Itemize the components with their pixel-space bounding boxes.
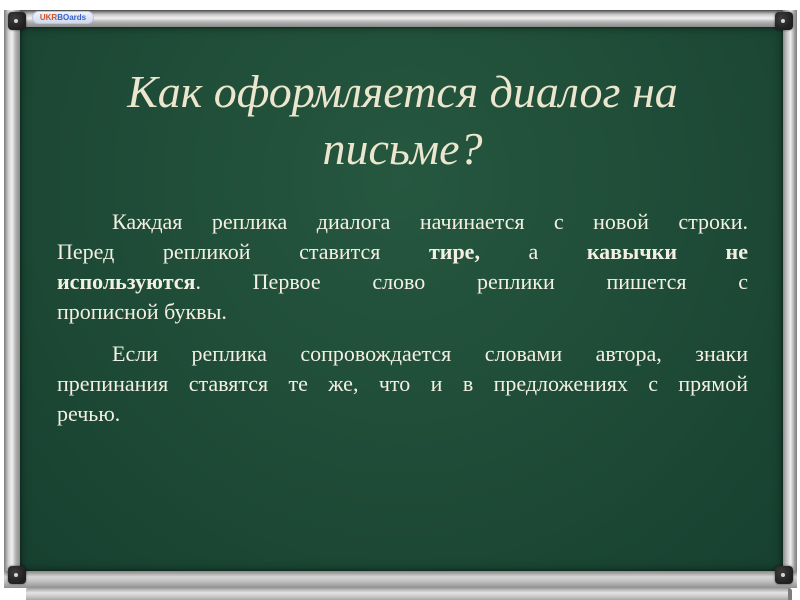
text-run: . Первое слово реплики пишется с	[195, 269, 748, 294]
brand-sticker-right-text: BOards	[57, 13, 87, 22]
screw-icon	[14, 19, 18, 23]
text-line	[57, 237, 748, 267]
board-surface	[20, 27, 783, 571]
text-run: Каждая реплика диалога начинается с новой строки.	[112, 209, 748, 234]
slide-title: Как оформляется диалог на письме?	[127, 66, 678, 174]
chalk-tray	[26, 588, 792, 600]
first-line-indent	[57, 360, 112, 361]
paragraph-author-words	[57, 339, 748, 429]
text-run: препинания ставятся те же, что и в предложениях с прямой	[57, 371, 748, 396]
screw-icon	[781, 573, 785, 577]
text-run: речью.	[57, 401, 121, 426]
text-run: прописной буквы.	[57, 299, 227, 324]
text-line	[57, 267, 748, 297]
board-frame-right	[783, 10, 797, 588]
chalkboard	[4, 10, 797, 600]
corner-cap-bottom-left	[8, 566, 26, 584]
board-frame-bottom	[4, 571, 797, 588]
text-line	[57, 399, 748, 429]
bold-text-run: кавычки не	[586, 239, 749, 264]
bold-text-run: используются	[57, 269, 196, 294]
screw-icon	[781, 19, 785, 23]
text-line	[57, 297, 748, 327]
text-run: а	[479, 239, 587, 264]
text-line	[57, 207, 748, 237]
screw-icon	[14, 573, 18, 577]
board-frame-top	[4, 10, 797, 27]
corner-cap-top-right	[775, 12, 793, 30]
board-frame-left	[4, 10, 20, 588]
corner-cap-bottom-right	[775, 566, 793, 584]
text-run: Если реплика сопровождается словами автора, знаки	[112, 341, 748, 366]
bold-text-run: тире,	[428, 239, 480, 264]
text-run: Перед репликой ставится	[57, 239, 429, 264]
text-line	[57, 369, 748, 399]
first-line-indent	[57, 228, 112, 229]
text-line	[57, 339, 748, 369]
brand-sticker	[32, 11, 94, 24]
brand-sticker-left-text: UKR	[39, 13, 58, 22]
corner-cap-top-left	[8, 12, 26, 30]
paragraph-rules	[57, 207, 748, 327]
